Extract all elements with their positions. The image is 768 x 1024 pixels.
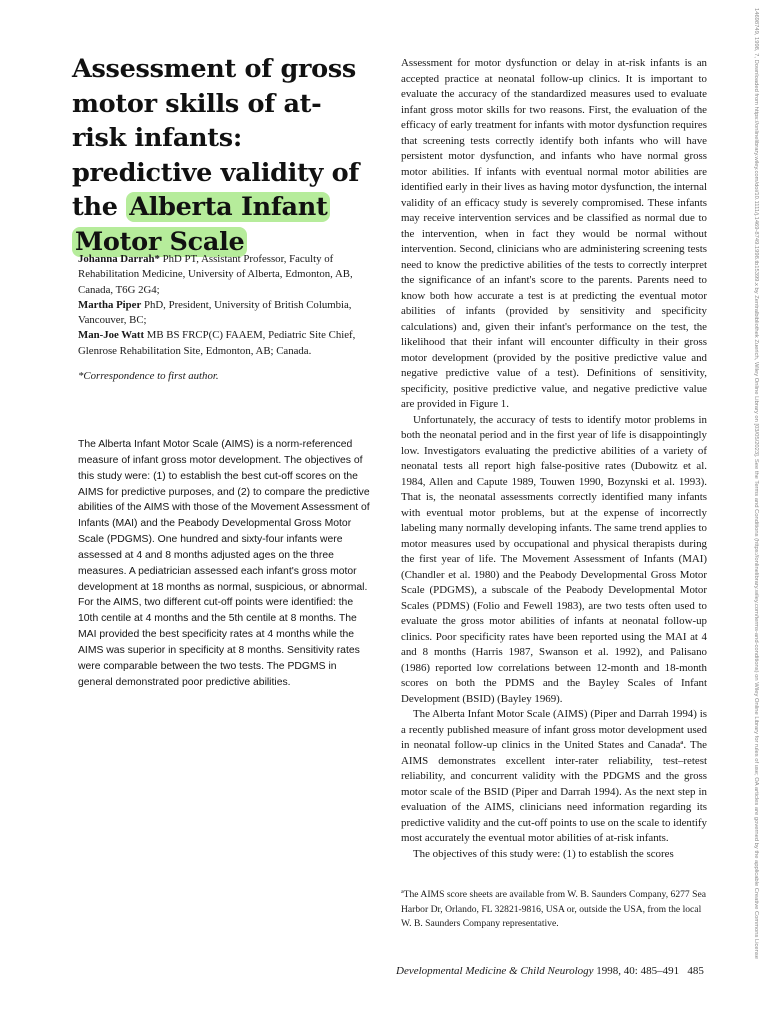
body-paragraph: Assessment for motor dysfunction or delay in at-risk infants is an accepted practice at neonatal follow-up clinics. It is important to evaluate the accuracy of the standardized measures used to evaluate infant gross motor skills for two reasons. First, the evaluation of the efficacy of early treatment for infants with motor dysfunction requires that screening tests correctly identify both infants who will have persistent motor dysfunction, and infants who have normal gross motor abilities. If infants with eventual normal motor abilities are identified early in their lives as having motor dysfunction, the internal validity of an efficacy study is severely compromised. These infants may receive intervention services and be classified as normal due to the intervention, when in fact they would be normal without intervention. Second, clinicians who are administering screening tests need to know the predictive abilities of the tests to correctly interpret the significance of an infant's score to the parents. Parents need to know both how accurate a test is at predicting the eventual motor abilities of infants (provided by sensitivity and specificity calculations) and, given their infant's performance on the test, the likelihood that their infant will encounter difficulty in their gross motor development (provided by the positive predictive value and negative predictive value of a test). Definitions of sensitivity, specificity, positive predictive value, and negative predictive value are provided in Figure 1. xyxy=(401,57,707,410)
download-notice: 14698749, 1998, 7, Downloaded from https://onlinelibrary.wiley.com/doi/10.1111/j.1469-8749.1998.tb15399.x by Zentralbibliothek Zuerich, Wiley Online Library on [03/05/2023]. See the Terms and Conditions (https://onlinelibrary.wiley.com/terms-and-conditions) on Wiley Online Library for rules of use; OA articles are governed by the applicable Creative Commons License xyxy=(753,8,759,959)
author-affiliation: PhD, President, University of British Columbia, Vancouver, BC; xyxy=(78,298,352,327)
author-entry xyxy=(78,252,378,298)
author-name: Man-Joe Watt xyxy=(78,329,145,342)
body-paragraph: The objectives of this study were: (1) to establish the scores xyxy=(413,847,674,860)
author-name: Martha Piper xyxy=(78,298,142,311)
body-column xyxy=(401,56,707,862)
journal-name: Developmental Medicine & Child Neurology xyxy=(396,965,594,977)
download-sidebar xyxy=(752,8,764,1008)
journal-footer xyxy=(396,965,716,977)
article-title-text: Assessment of gross motor skills of at-risk infants: predictive validity of the xyxy=(72,54,359,222)
author-entry xyxy=(78,328,378,359)
author-affiliation: PhD PT, Assistant Professor, Faculty of Rehabilitation Medicine, University of Alberta, Edmonton, AB, Canada, T6G 2G4; xyxy=(78,253,353,296)
abstract: The Alberta Infant Motor Scale (AIMS) is a norm-referenced measure of infant gross motor development. The objectives of this study were: (1) to establish the best cut-off scores on the AIMS for predictive purposes, and (2) to compare the predictive abilities of the AIMS with those of the Movement Assessment of Infants (MAI) and the Peabody Developmental Gross Motor Scale (PDGMS). One hundred and sixty-four infants were assessed at 4 and 8 months adjusted ages on the three measures. A pediatrician assessed each infant's gross motor development at 18 months as normal, suspicious, or abnormal. For the AIMS, two different cut-off points were identified: the 10th centile at 4 months and the 5th centile at 8 months. The MAI provided the best specificity rates at 4 months while the AIMS was superior in specificity at 8 months. Sensitivity rates were comparable between the two tests. The PDGMS in general demonstrated poor predictive abilities. xyxy=(78,439,370,688)
body-paragraph: The Alberta Infant Motor Scale (AIMS) (Piper and Darrah 1994) is a recently published measure of infant gross motor development used in neonatal follow-up clinics in the United States and Canadaª. The AIMS demonstrates excellent inter-rater reliability, test–retest reliability, and concurrent validity with the PDGMS and the gross motor scale of the BSID (Piper and Darrah 1994). As the next step in evaluation of the AIMS, clinicians need information regarding its predictive validity and the cut-off points to use on the scale to identify most accurately the eventual motor abilities of at-risk infants. xyxy=(401,708,707,844)
article-title xyxy=(72,52,372,259)
author-name: Johanna Darrah* xyxy=(78,253,160,265)
correspondence-note: *Correspondence to first author. xyxy=(78,370,219,382)
author-list xyxy=(78,252,378,359)
author-entry xyxy=(78,298,378,329)
article-title-highlight: Alberta Infant Motor Scale xyxy=(72,192,330,257)
author-affiliation: MB BS FRCP(C) FAAEM, Pediatric Site Chief, Glenrose Rehabilitation Site, Edmonton, AB; Canada. xyxy=(78,329,356,357)
page-number: 485 xyxy=(687,965,704,977)
journal-citation: 1998, 40: 485–491 xyxy=(593,965,680,977)
body-paragraph: Unfortunately, the accuracy of tests to identify motor problems in both the neonatal period and in the first year of life is disappointingly low. Investigators evaluating the predictive abilities of a variety of neonatal tests all report high false-positive rates (Dubowitz et al. 1984, Allen and Capute 1989, Touwen 1990, Bozynski et al. 1993). That is, the neonatal assessments correctly identified many infants with eventual motor problems, but at the expense of incorrectly labeling many normally developing infants. The same trend applies to motor measures used by occupational and physical therapists during the first year of life. The Movement Assessment of Infants (MAI) (Chandler et al. 1980) and the Peabody Developmental Gross Motor Scale (PDGMS), a subscale of the Peabody Developmental Motor Scales (PDMS) (Folio and Fewell 1983), are two tests often used to evaluate the gross motor abilities of infants at neonatal follow-up clinics. Poor specificity rates have been reported using the MAI at 4 and 8 months (Harris 1987, Swanson et al. 1992), and Palisano (1986) reported low correlations between 12-month and 18-month scores on both the PDMS and the Bayley Scales of Infant Development (BSID) (Bayley 1969). xyxy=(401,413,707,705)
footnote: ªThe AIMS score sheets are available from W. B. Saunders Company, 6277 Sea Harbor Dr, Orlando, FL 32821-9816, USA or, outside the USA, from the local W. B. Saunders Company representative. xyxy=(401,889,706,929)
